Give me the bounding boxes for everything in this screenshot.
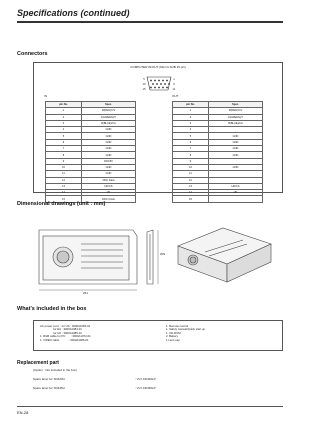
out-table-label: OUT bbox=[172, 94, 179, 98]
pin-spec-cell: HD/CS bbox=[82, 183, 136, 189]
list-item: 1. RGB cable for PC : 3000A1072-01 bbox=[40, 334, 91, 339]
pin-spec-cell: GND bbox=[82, 164, 136, 170]
pin-number-cell: 2 bbox=[173, 114, 209, 120]
list-item: for EU : 3000A1084-01 bbox=[40, 327, 82, 332]
pin-spec-cell: GND bbox=[209, 164, 263, 170]
list-item: 2. Battery bbox=[166, 334, 178, 339]
pin-number-cell: 6 bbox=[173, 139, 209, 145]
list-item: 1. Remote control bbox=[166, 324, 189, 328]
pin-spec-cell: GND bbox=[82, 133, 136, 139]
pin-spec-cell: R(RED)/CV bbox=[209, 108, 263, 114]
pin-spec-cell: GND bbox=[209, 133, 263, 139]
pin-number-cell: 10 bbox=[46, 164, 82, 170]
pin-dot bbox=[164, 83, 166, 85]
page-number: EN-28 bbox=[17, 410, 29, 415]
in-table-label: IN bbox=[44, 94, 47, 98]
pin-number-label: 15 bbox=[142, 87, 146, 91]
column-header: pin No. bbox=[173, 102, 209, 108]
pin-number-cell: 11 bbox=[46, 171, 82, 177]
pin-number-cell: 3 bbox=[173, 120, 209, 126]
pin-spec-cell: B(BLUE)/CA bbox=[209, 120, 263, 126]
pin-dot bbox=[154, 87, 156, 89]
pin-number-cell: 8 bbox=[46, 152, 82, 158]
pin-spec-cell: GND bbox=[209, 139, 263, 145]
in-pin-table bbox=[45, 101, 136, 203]
pin-spec-cell: GND bbox=[82, 139, 136, 145]
dimensions-heading: Dimensional drawings (unit : mm) bbox=[17, 201, 106, 207]
included-right-list bbox=[166, 325, 205, 342]
pin-number-cell: 15 bbox=[173, 196, 209, 202]
pin-dot bbox=[158, 80, 160, 82]
list-item: for UK : 3000A1085-01 bbox=[40, 330, 82, 335]
column-header: pin No. bbox=[46, 102, 82, 108]
pin-dot bbox=[150, 80, 152, 82]
pin-dot bbox=[158, 87, 160, 89]
pin-dot bbox=[150, 87, 152, 89]
included-heading: What's included in the box bbox=[17, 306, 87, 312]
pin-spec-cell bbox=[209, 196, 263, 202]
projector-front-view bbox=[39, 230, 137, 284]
pin-number-cell: 10 bbox=[173, 164, 209, 170]
pin-dot bbox=[160, 83, 162, 85]
pin-number-cell: 5 bbox=[173, 133, 209, 139]
replacement-note: (Option : Not included in the box) bbox=[33, 368, 77, 372]
pin-number-label: 10 bbox=[142, 82, 146, 86]
pin-number-cell: 3 bbox=[46, 120, 82, 126]
pin-spec-cell: GND bbox=[82, 127, 136, 133]
pin-spec-cell: R(RED)/CV bbox=[82, 108, 136, 114]
pin-spec-cell: VD bbox=[82, 190, 136, 196]
bottom-rule bbox=[17, 406, 283, 407]
pin-number-cell: 9 bbox=[46, 158, 82, 164]
pin-number-cell: 5 bbox=[46, 133, 82, 139]
pin-dot bbox=[166, 87, 168, 89]
out-pin-table bbox=[172, 101, 263, 203]
projector-drawings bbox=[33, 222, 283, 298]
pin-spec-cell: DDC Clock bbox=[82, 196, 136, 202]
list-item: 1. CD-ROM bbox=[166, 330, 181, 335]
pin-number-cell: 14 bbox=[173, 190, 209, 196]
pin-dot bbox=[162, 80, 164, 82]
page-title: Specifications (continued) bbox=[17, 8, 130, 18]
table-row bbox=[173, 196, 263, 202]
pin-dot bbox=[152, 83, 154, 85]
pin-number-cell: 13 bbox=[173, 183, 209, 189]
pin-number-cell: 4 bbox=[46, 127, 82, 133]
included-box bbox=[33, 320, 283, 351]
pin-number-cell: 11 bbox=[173, 171, 209, 177]
pin-dot bbox=[154, 80, 156, 82]
pin-spec-cell: DDC5V bbox=[82, 158, 136, 164]
pin-number-cell: 4 bbox=[173, 127, 209, 133]
pin-number-cell: 7 bbox=[46, 146, 82, 152]
connector-caption: COMPUTER IN/OUT (Mini D-SUB 15 pin) bbox=[130, 65, 186, 69]
pin-spec-cell: DDC Data bbox=[82, 177, 136, 183]
pin-spec-cell: GND bbox=[82, 152, 136, 158]
pin-number-cell: 12 bbox=[46, 177, 82, 183]
pin-spec-cell: GND bbox=[82, 171, 136, 177]
projector-perspective-view bbox=[178, 228, 271, 282]
pin-spec-cell: B(BLUE)/CA bbox=[82, 120, 136, 126]
pin-number-label: 5 bbox=[143, 77, 145, 81]
column-header: Spec. bbox=[209, 102, 263, 108]
pin-dot bbox=[168, 83, 170, 85]
column-header: Spec. bbox=[82, 102, 136, 108]
list-item: 1. VIDEO cable : 3000A1086-01 bbox=[40, 337, 89, 342]
replacement-line-1-label: Spare lamp for XD420U bbox=[33, 377, 65, 381]
depth-dimension-label: 209 bbox=[160, 252, 166, 256]
pin-spec-cell: GND bbox=[82, 146, 136, 152]
pin-spec-cell: GND bbox=[209, 146, 263, 152]
pin-dot bbox=[162, 87, 164, 89]
pin-number-label: 11 bbox=[172, 87, 176, 91]
replacement-line-2-label: Spare lamp for XD435U bbox=[33, 386, 65, 390]
replacement-line-1-value: : VLT-XD420LP bbox=[135, 377, 156, 381]
pin-number-cell: 13 bbox=[46, 183, 82, 189]
list-item: AC power cord for US : 3000A1083-01 bbox=[40, 324, 91, 328]
pin-number-cell: 14 bbox=[46, 190, 82, 196]
pin-dot bbox=[166, 80, 168, 82]
replacement-line-2-value: : VLT-XD435LP bbox=[135, 386, 156, 390]
list-item: 1 Lens cap bbox=[166, 337, 180, 342]
included-left-list bbox=[40, 325, 91, 342]
pin-number-cell: 1 bbox=[46, 108, 82, 114]
pin-number-cell: 7 bbox=[173, 146, 209, 152]
connectors-box bbox=[33, 62, 283, 201]
dimensional-drawings bbox=[33, 222, 283, 298]
pin-number-cell: 1 bbox=[173, 108, 209, 114]
list-item: 1. Safety manual/Quick start up bbox=[166, 327, 206, 332]
width-dimension-label: 261 bbox=[83, 291, 89, 295]
title-rule bbox=[17, 21, 283, 23]
dsub-connector-diagram bbox=[34, 63, 284, 103]
pin-number-cell: 2 bbox=[46, 114, 82, 120]
pin-number-cell: 12 bbox=[173, 177, 209, 183]
pin-number-cell: 9 bbox=[173, 158, 209, 164]
pin-number-cell: 6 bbox=[46, 139, 82, 145]
replacement-heading: Replacement part bbox=[17, 360, 59, 366]
connectors-heading: Connectors bbox=[17, 51, 48, 57]
projector-side-view bbox=[147, 230, 153, 284]
pin-number-cell: 8 bbox=[173, 152, 209, 158]
pin-number-label: 1 bbox=[173, 77, 175, 81]
pin-number-label: 6 bbox=[173, 82, 175, 86]
pin-number-cell: 15 bbox=[46, 196, 82, 202]
pin-spec-cell: HD/CS bbox=[209, 183, 263, 189]
pin-spec-cell: G(GREEN)/Y bbox=[82, 114, 136, 120]
pin-spec-cell: VD bbox=[209, 190, 263, 196]
pin-dot bbox=[156, 83, 158, 85]
pin-spec-cell: G(GREEN)/Y bbox=[209, 114, 263, 120]
pin-spec-cell: GND bbox=[209, 152, 263, 158]
